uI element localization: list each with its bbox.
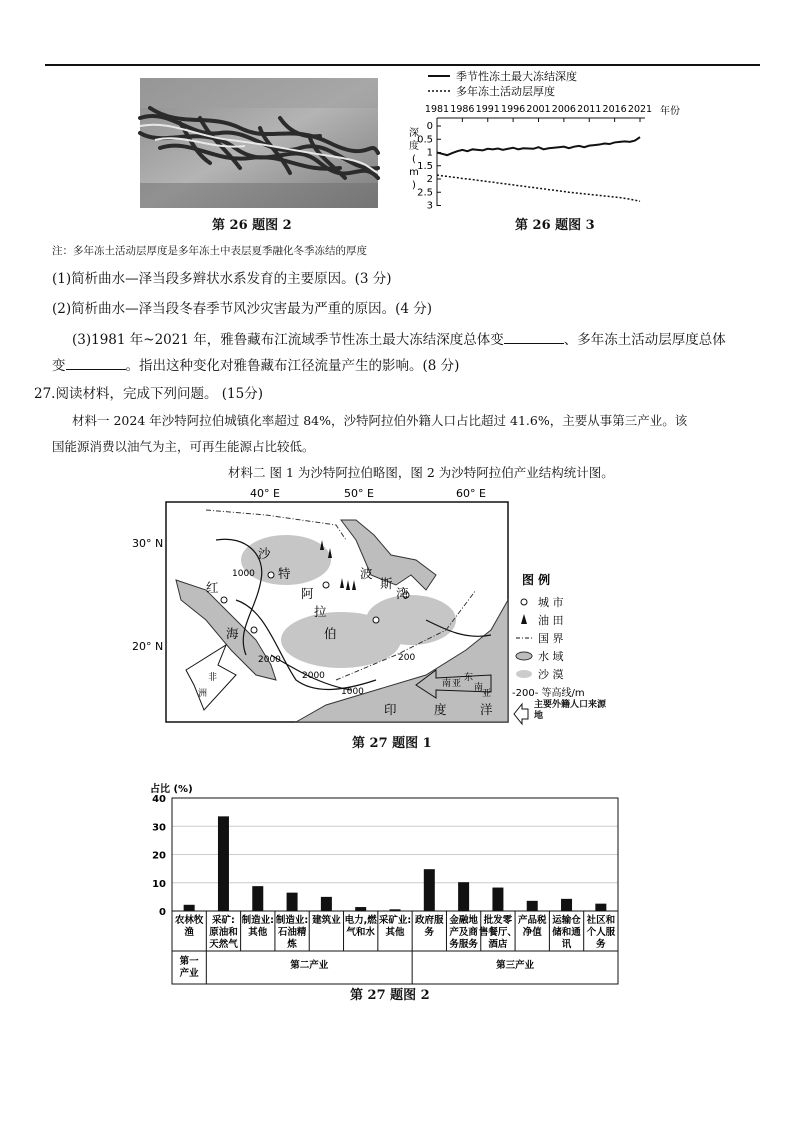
- bar: [527, 901, 538, 911]
- svg-text:伯: 伯: [324, 626, 337, 641]
- q26-part2: (2)简析曲水—泽当段冬春季节风沙灾害最为严重的原因。(4 分): [52, 301, 433, 317]
- category-label: 务服务: [449, 939, 478, 950]
- q26-part3-b: 、多年冻土活动层厚度总体: [563, 332, 726, 348]
- q27-material2: 材料二 图 1 为沙特阿拉伯略图，图 2 为沙特阿拉伯产业结构统计图。: [228, 465, 614, 480]
- y-axis-label-char: m: [409, 167, 419, 178]
- x-tick-label: 2011: [577, 104, 602, 115]
- permafrost-line-chart: [400, 66, 700, 216]
- category-label: 采矿业:: [378, 915, 412, 926]
- bars: [184, 816, 607, 911]
- legend-desert: 沙 漠: [538, 668, 564, 681]
- svg-text:东: 东: [464, 673, 474, 683]
- lon-label-60: 60° E: [456, 487, 486, 500]
- category-label: 渔: [184, 927, 194, 938]
- bar: [595, 904, 606, 911]
- series-active-layer: [437, 175, 640, 201]
- svg-text:200: 200: [398, 653, 416, 663]
- q26-part3-d: 。指出这种变化对雅鲁藏布江径流量产生的影响。(8 分): [125, 358, 460, 374]
- y-tick-label: 1.5: [417, 160, 433, 172]
- category-label: 农林牧: [174, 915, 204, 926]
- category-label: 产品税: [517, 915, 547, 926]
- svg-text:非: 非: [208, 673, 218, 683]
- y-tick-label: 1: [426, 147, 433, 159]
- y-tick-label: 0: [426, 121, 433, 132]
- category-label: 政府服: [415, 915, 444, 926]
- svg-text:亚: 亚: [452, 679, 462, 689]
- x-tick-label: 2001: [526, 104, 551, 115]
- svg-text:阿: 阿: [301, 586, 314, 601]
- q26-part3: [72, 329, 762, 350]
- category-label: 酒店: [488, 939, 508, 950]
- fig27-1-caption: 第 27 题图 1: [352, 736, 432, 751]
- category-label: 金融地: [449, 915, 478, 926]
- legend-city: 城 市: [538, 596, 564, 609]
- fig26-3-caption: 第 26 题图 3: [515, 218, 595, 233]
- x-tick-label: 2021: [627, 104, 653, 115]
- svg-text:红: 红: [206, 580, 219, 595]
- group-label: 第一: [179, 956, 199, 967]
- category-label: 务: [424, 927, 435, 938]
- x-unit-label: 年份: [660, 106, 680, 117]
- x-tick-label: 2016: [602, 104, 627, 115]
- q26-part3-a: (3)1981 年~2021 年，雅鲁藏布江流域季节性冻土最大冻结深度总体变: [72, 332, 504, 348]
- category-label: 社区和: [586, 915, 616, 926]
- y-tick-label: 10: [152, 878, 166, 890]
- braided-river-photo: [140, 78, 378, 208]
- legend-title: 图 例: [522, 573, 551, 587]
- category-label: 制造业:: [241, 915, 274, 926]
- bar: [218, 816, 229, 911]
- category-label: 运输仓: [552, 915, 581, 926]
- svg-text:南: 南: [474, 683, 484, 693]
- y-axis-label-char: (: [412, 154, 416, 165]
- category-label: 其他: [248, 927, 268, 938]
- group-label: 第二产业: [290, 960, 329, 971]
- svg-text:度: 度: [434, 702, 447, 717]
- bar: [287, 893, 298, 911]
- category-label: 天然气: [209, 939, 238, 950]
- category-label: 石油精: [277, 927, 307, 938]
- lon-label-40: 40° E: [250, 487, 280, 500]
- legend-contour: -200- 等高线/m: [512, 688, 585, 699]
- x-tick-label: 1996: [501, 104, 526, 115]
- svg-text:2000: 2000: [258, 655, 281, 665]
- answer-blank-1[interactable]: [504, 329, 564, 344]
- category-label: 个人服: [586, 927, 616, 938]
- y-tick-label: 0: [159, 907, 166, 918]
- svg-text:斯: 斯: [380, 576, 393, 591]
- svg-text:2000: 2000: [302, 671, 325, 681]
- svg-text:湾: 湾: [396, 586, 409, 601]
- category-label: 讯: [561, 939, 572, 950]
- fig27-2-caption: 第 27 题图 2: [350, 988, 430, 1003]
- legend-border: 国 界: [538, 632, 564, 645]
- bar: [561, 899, 572, 911]
- lat-label-30: 30° N: [132, 537, 164, 550]
- fig26-2-caption: 第 26 题图 2: [212, 218, 292, 233]
- q27-material1-a: 材料一 2024 年沙特阿拉伯城镇化率超过 84%，沙特阿拉伯外籍人口占比超过 41.6%，主要从事第三产业。该: [72, 413, 688, 428]
- industry-bar-chart: [140, 780, 630, 990]
- legend-oil: 油 田: [538, 614, 564, 627]
- category-label: 净值: [522, 927, 542, 938]
- category-label: 制造业:: [275, 915, 309, 926]
- x-tick-label: 1991: [475, 104, 500, 115]
- legend-migration: 主要外籍人口来源地: [534, 700, 607, 721]
- category-label: 务: [596, 939, 606, 950]
- category-label: 原油和: [209, 927, 238, 938]
- bar: [458, 882, 469, 911]
- category-label: 建筑业: [312, 915, 341, 926]
- y-tick-label: 20: [152, 850, 166, 862]
- svg-text:1000: 1000: [232, 569, 255, 579]
- category-label: 气和水: [346, 927, 375, 938]
- saudi-arabia-map: [132, 480, 646, 728]
- note-text: 注：多年冻土活动层厚度是多年冻土中表层夏季融化冬季冻结的厚度: [52, 245, 367, 257]
- q26-part3-cont: [52, 355, 459, 376]
- group-label: 第三产业: [496, 960, 535, 971]
- x-tick-label: 1981: [424, 104, 450, 115]
- bar: [184, 905, 195, 911]
- gridlines: [172, 798, 618, 911]
- q26-part3-c: 变: [52, 358, 66, 374]
- y-tick-label: 3: [426, 200, 433, 212]
- group-labels: [180, 955, 535, 979]
- y-axis-label-char: ): [412, 180, 416, 191]
- svg-text:洋: 洋: [480, 702, 493, 717]
- q27-title: 27.阅读材料，完成下列问题。 (15分): [34, 386, 263, 402]
- svg-text:1000: 1000: [341, 687, 364, 697]
- bar: [424, 869, 435, 911]
- q27-material1-b: 国能源消费以油气为主，可再生能源占比较低。: [52, 439, 315, 454]
- group-label: 产业: [179, 968, 199, 979]
- category-label: 产及商: [449, 927, 478, 938]
- bar: [252, 886, 263, 911]
- category-label: 批发零: [483, 915, 513, 926]
- y-axis-label-char: 深: [409, 128, 419, 139]
- legend-item-2: 多年冻土活动层厚度: [456, 85, 555, 98]
- category-label: 其他: [385, 927, 405, 938]
- x-tick-label: 2006: [551, 104, 576, 115]
- legend-item-1: 季节性冻土最大冻结深度: [456, 70, 577, 83]
- category-label: 储和通: [552, 927, 581, 938]
- lat-label-20: 20° N: [132, 640, 164, 653]
- svg-text:特: 特: [278, 566, 291, 581]
- bar: [355, 907, 366, 911]
- y-axis-label-char: 度: [409, 141, 419, 152]
- answer-blank-2[interactable]: [66, 355, 126, 370]
- y-tick-label: 40: [152, 794, 166, 805]
- svg-text:拉: 拉: [314, 604, 327, 619]
- lon-label-50: 50° E: [344, 487, 374, 500]
- svg-text:亚: 亚: [482, 689, 492, 699]
- y-axis-label: 占比 (%): [150, 784, 193, 795]
- legend-desert-icon: [516, 670, 532, 678]
- y-tick-label: 30: [152, 822, 166, 834]
- svg-text:沙: 沙: [258, 546, 271, 561]
- legend-water-icon: [516, 652, 532, 660]
- svg-text:洲: 洲: [198, 689, 208, 699]
- svg-text:印: 印: [384, 702, 397, 717]
- y-tick-label: 2.5: [417, 187, 433, 199]
- category-label: 售餐厅、: [478, 927, 517, 938]
- legend-city-icon: [521, 599, 527, 605]
- category-label: 炼: [287, 939, 297, 950]
- svg-text:海: 海: [226, 626, 239, 641]
- legend-arrow-icon: [514, 704, 528, 724]
- q26-part1: (1)简析曲水—泽当段多辫状水系发育的主要原因。(3 分): [52, 271, 392, 287]
- legend-oil-icon: [521, 614, 527, 624]
- y-tick-label: 2: [426, 174, 433, 185]
- y-tick-labels: [152, 794, 166, 918]
- category-label: 电力,燃: [344, 915, 377, 926]
- bar: [492, 888, 503, 911]
- series-frozen-depth: [437, 137, 640, 155]
- x-tick-label: 1986: [450, 104, 475, 115]
- svg-text:南: 南: [442, 679, 452, 689]
- svg-text:波: 波: [360, 566, 373, 581]
- category-label: 采矿:: [212, 915, 235, 926]
- bar: [321, 897, 332, 911]
- legend-water: 水 域: [538, 650, 564, 663]
- y-tick-label: 0.5: [417, 134, 433, 146]
